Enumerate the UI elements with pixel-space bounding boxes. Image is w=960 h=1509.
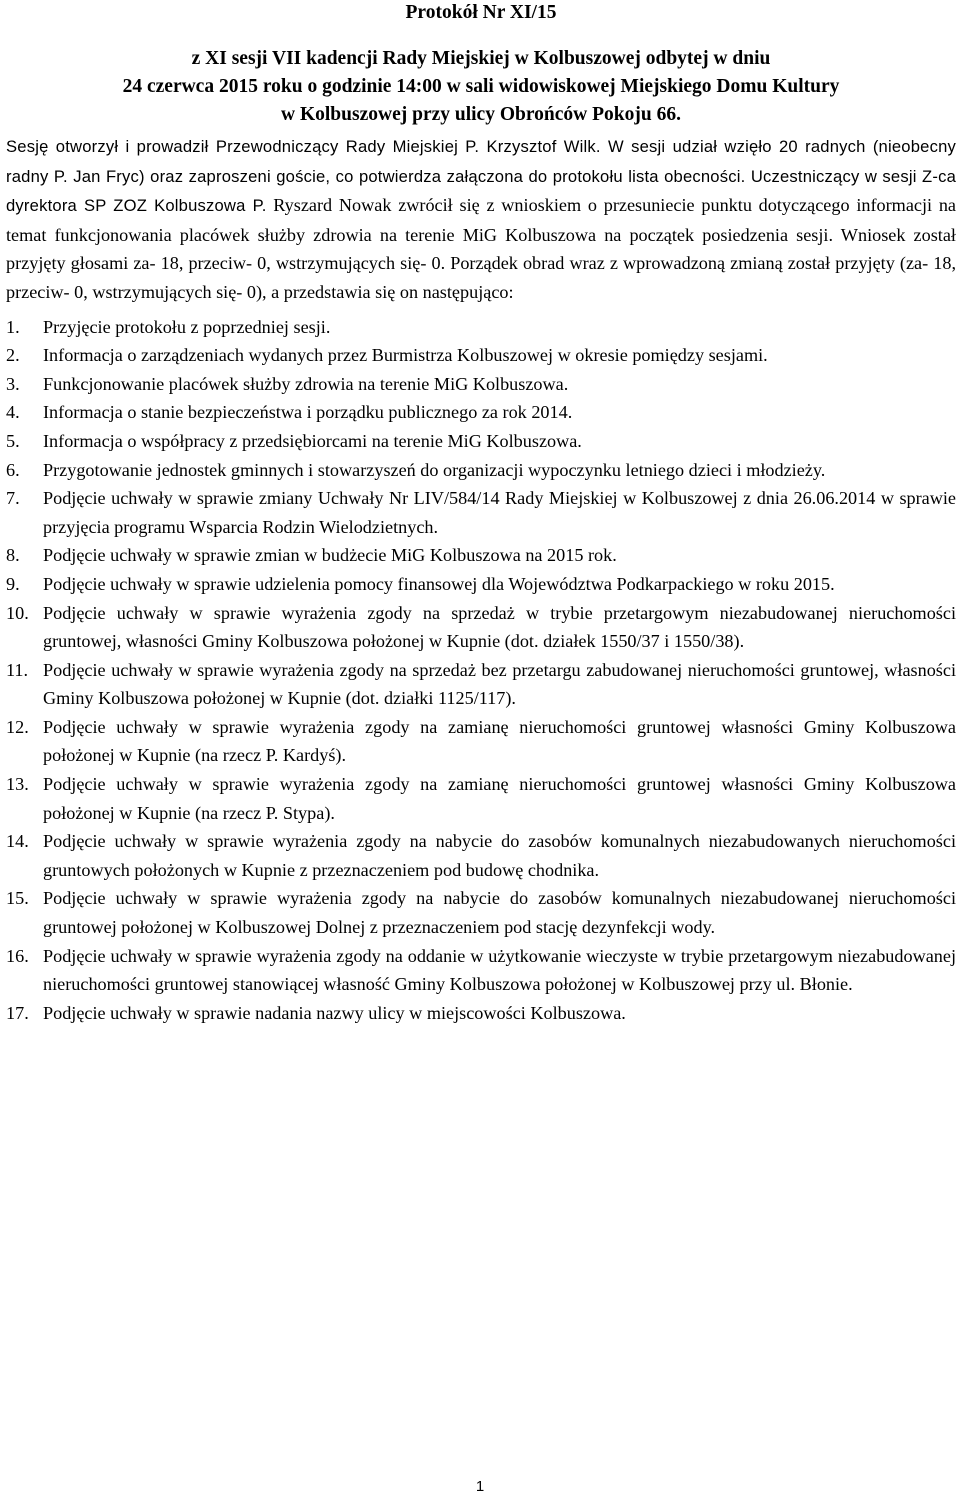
agenda-item-number: 16. — [6, 945, 29, 966]
agenda-item-text: Podjęcie uchwały w sprawie wyrażenia zgody na nabycie do zasobów komunalnych niezabudowanej nieruchomości gruntowej położonej w Kolbuszowej Dolnej z przeznaczeniem pod stację dezynfekcji wody. — [43, 888, 956, 938]
agenda-item-number: 7. — [6, 488, 20, 509]
agenda-item — [6, 599, 956, 656]
agenda-item — [6, 313, 956, 342]
agenda-item — [6, 656, 956, 713]
agenda-item-number: 13. — [6, 774, 29, 795]
agenda-item-number: 4. — [6, 402, 20, 423]
agenda-item-text: Podjęcie uchwały w sprawie wyrażenia zgody na sprzedaż bez przetargu zabudowanej nieruchomości gruntowej, własności Gminy Kolbuszowa położonej w Kupnie (dot. działki 1125/117). — [43, 659, 956, 709]
agenda-item — [6, 770, 956, 827]
intro-text-part1: Sesję otworzył i prowadził Przewodniczący Rady Miejskiej P. Krzysztof Wilk. W sesji udział wzięło 20 radnych (nieobecny radny P. Jan Fryc) oraz zaproszeni goście, co potwierdza załączona do protokołu lista obecności. Uczestniczący w sesji Z-ca dyrektora SP ZOZ Kolbuszowa P. — [6, 137, 956, 216]
agenda-item-text: Informacja o współpracy z przedsiębiorcami na terenie MiG Kolbuszowa. — [43, 430, 582, 451]
agenda-item — [6, 713, 956, 770]
agenda-item-text: Podjęcie uchwały w sprawie udzielenia pomocy finansowej dla Województwa Podkarpackiego w roku 2015. — [43, 573, 835, 594]
agenda-item — [6, 999, 956, 1028]
agenda-item-text: Informacja o stanie bezpieczeństwa i porządku publicznego za rok 2014. — [43, 402, 573, 423]
agenda-item-number: 10. — [6, 602, 29, 623]
agenda-item — [6, 398, 956, 427]
agenda-item-number: 3. — [6, 373, 20, 394]
agenda-item-number: 1. — [6, 316, 20, 337]
agenda-item — [6, 370, 956, 399]
session-details-line: w Kolbuszowej przy ulicy Obrońców Pokoju 66. — [281, 104, 681, 125]
agenda-item-number: 5. — [6, 430, 20, 451]
agenda-item-text: Podjęcie uchwały w sprawie wyrażenia zgody na zamianę nieruchomości gruntowej własności Gminy Kolbuszowa położonej w Kupnie (na rzecz P. Kardyś). — [43, 716, 956, 766]
agenda-item-number: 12. — [6, 716, 29, 737]
session-details-line: 24 czerwca 2015 roku o godzinie 14:00 w sali widowiskowej Miejskiego Domu Kultury — [122, 76, 840, 97]
agenda-item — [6, 942, 956, 999]
agenda-item — [6, 884, 956, 941]
intro-text-part2: Ryszard Nowak zwrócił się z wnioskiem o przesuniecie punktu dotyczącego informacji na temat funkcjonowania placówek służby zdrowia na terenie MiG Kolbuszowa na początek posiedzenia sesji. Wniosek został przyjęty głosami za- 18, przeciw- 0, wstrzymujących się- 0. Porządek obrad wraz z wprowadzoną zmianą został przyjęty (za- 18, przeciw- 0, wstrzymujących się- 0), a przedstawia się on następująco: — [6, 195, 956, 302]
agenda-item-number: 11. — [6, 659, 29, 680]
agenda-item — [6, 456, 956, 485]
agenda-item — [6, 427, 956, 456]
agenda-item-number: 15. — [6, 888, 29, 909]
agenda-item — [6, 827, 956, 884]
agenda-item-text: Podjęcie uchwały w sprawie wyrażenia zgody na zamianę nieruchomości gruntowej własności Gminy Kolbuszowa położonej w Kupnie (na rzecz P. Stypa). — [43, 774, 956, 823]
agenda-item — [6, 484, 956, 541]
page-number: 1 — [475, 1478, 485, 1495]
agenda-item-text: Przyjęcie protokołu z poprzedniej sesji. — [43, 316, 331, 337]
agenda-item-text: Podjęcie uchwały w sprawie zmiany Uchwały Nr LIV/584/14 Rady Miejskiej w Kolbuszowej z dnia 26.06.2014 w sprawie przyjęcia programu Wsparcia Rodzin Wielodzietnych. — [43, 488, 956, 537]
agenda-item-number: 9. — [6, 573, 20, 594]
agenda-item-text: Funkcjonowanie placówek służby zdrowia na terenie MiG Kolbuszowa. — [43, 373, 569, 394]
agenda-item — [6, 541, 956, 570]
agenda-item-number: 17. — [6, 1002, 29, 1023]
agenda-item-text: Podjęcie uchwały w sprawie wyrażenia zgody na nabycie do zasobów komunalnych niezabudowanych nieruchomości gruntowych położonych w Kupnie z przeznaczeniem pod budowę chodnika. — [43, 831, 956, 880]
intro-paragraph — [6, 132, 956, 307]
agenda-item-text: Podjęcie uchwały w sprawie nadania nazwy ulicy w miejscowości Kolbuszowa. — [43, 1002, 626, 1023]
session-details — [6, 45, 956, 129]
agenda-item-number: 2. — [6, 345, 20, 366]
agenda-item-text: Informacja o zarządzeniach wydanych przez Burmistrza Kolbuszowej w okresie pomiędzy sesjami. — [43, 345, 768, 366]
agenda-item — [6, 570, 956, 599]
agenda-item-number: 8. — [6, 545, 20, 566]
agenda-item-number: 14. — [6, 831, 29, 852]
agenda-item-text: Podjęcie uchwały w sprawie zmian w budżecie MiG Kolbuszowa na 2015 rok. — [43, 545, 617, 566]
agenda-item-text: Podjęcie uchwały w sprawie wyrażenia zgody na oddanie w użytkowanie wieczyste w trybie przetargowym niezabudowanej nieruchomości gruntowej stanowiącej własność Gminy Kolbuszowa położonej w Kolbuszowej przy ul. Błonie. — [43, 945, 956, 995]
agenda-item-text: Podjęcie uchwały w sprawie wyrażenia zgody na sprzedaż w trybie przetargowym niezabudowanej nieruchomości gruntowej, własności Gminy Kolbuszowa położonej w Kupnie (dot. działek 1550/37 i 1550/38). — [43, 602, 956, 652]
agenda-item — [6, 341, 956, 370]
session-details-line: z XI sesji VII kadencji Rady Miejskiej w Kolbuszowej odbytej w dniu — [191, 48, 771, 69]
agenda-item-number: 6. — [6, 459, 20, 480]
agenda-item-text: Przygotowanie jednostek gminnych i stowarzyszeń do organizacji wypoczynku letniego dzieci i młodzieży. — [43, 459, 826, 480]
document-title: Protokół Nr XI/15 — [405, 2, 557, 23]
agenda-list — [6, 313, 956, 1028]
